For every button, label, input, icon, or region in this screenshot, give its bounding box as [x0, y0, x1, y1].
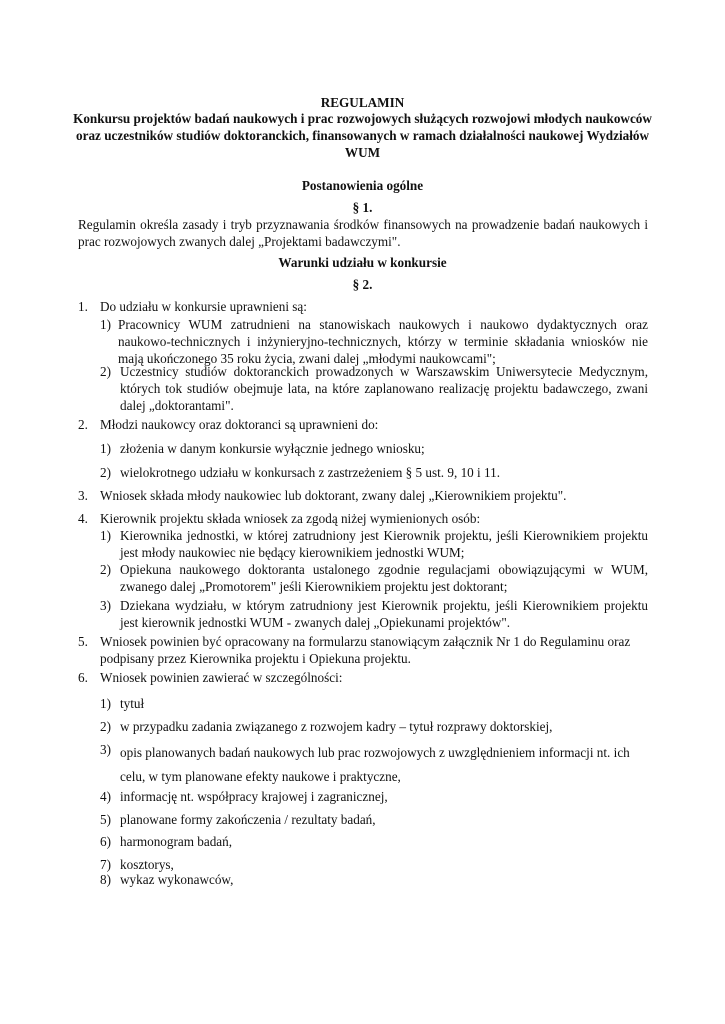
item-text: Wniosek powinien zawierać w szczególności: [100, 670, 343, 685]
paragraph-mark-1: § 1. [352, 200, 373, 215]
subitem-text: opis planowanych badań naukowych lub prac rozwojowych z uwzględnieniem informacji nt. ich celu, w tym planowane efekty naukowe i praktyczne, [120, 745, 630, 784]
item-number: 5. [78, 634, 88, 649]
section-heading-conditions: Warunki udziału w konkursie [278, 255, 447, 270]
document-subtitle: Konkursu projektów badań naukowych i prac rozwojowych służących rozwojowi młodych naukowców oraz uczestników studiów doktoranckich, finansowanych w ramach działalności naukowej Wydziałów WUM [73, 111, 652, 160]
subitem-number: 2) [100, 465, 111, 480]
section1-text: Regulamin określa zasady i tryb przyznawania środków finansowych na prowadzenie badań naukowych i prac rozwojowych zwanych dalej „Projektami badawczymi". [78, 217, 648, 249]
subitem-number: 4) [100, 789, 111, 804]
subitem-number: 2) [100, 364, 111, 379]
subitem-number: 3) [100, 598, 111, 613]
subitem-number: 1) [100, 528, 111, 543]
subitem-text: informację nt. współpracy krajowej i zagranicznej, [120, 789, 388, 804]
subitem-text: Kierownika jednostki, w której zatrudniony jest Kierownik projektu, jeśli Kierownikiem projektu jest młody naukowiec nie będący kierownikiem jednostki WUM; [120, 528, 648, 560]
subitem-number: 1) [100, 441, 111, 456]
item-number: 2. [78, 417, 88, 432]
item-number: 6. [78, 670, 88, 685]
section-heading-general: Postanowienia ogólne [301, 178, 424, 193]
subitem-text: harmonogram badań, [120, 834, 233, 849]
subitem-text: Pracownicy WUM zatrudnieni na stanowiskach naukowych i naukowo dydaktycznych oraz naukowo-technicznych i inżynieryjno-technicznych, którzy w terminie składania wniosków nie mają ukończonego 35 roku życia, zwani dalej „młodymi naukowcami"; [118, 317, 648, 366]
item-number: 4. [78, 511, 88, 526]
subitem-text: planowane formy zakończenia / rezultaty badań, [120, 812, 376, 827]
item-text: Kierownik projektu składa wniosek za zgodą niżej wymienionych osób: [100, 511, 481, 526]
item-number: 1. [78, 299, 88, 314]
paragraph-mark-2: § 2. [352, 277, 373, 292]
subitem-text: Opiekuna naukowego doktoranta ustalonego zgodnie regulacjami obowiązującymi w WUM, zwanego dalej „Promotorem" jeśli Kierownikiem projektu jest doktorant; [120, 562, 648, 594]
subitem-number: 2) [100, 719, 111, 734]
subitem-number: 8) [100, 872, 111, 887]
subitem-text: kosztorys, [120, 857, 174, 872]
item-number: 3. [78, 488, 88, 503]
subitem-text: wykaz wykonawców, [120, 872, 234, 887]
subitem-text: złożenia w danym konkursie wyłącznie jednego wniosku; [120, 441, 425, 456]
subitem-number: 7) [100, 857, 111, 872]
subitem-number: 2) [100, 562, 111, 577]
subitem-number: 6) [100, 834, 111, 849]
item-text: Młodzi naukowcy oraz doktoranci są uprawnieni do: [100, 417, 379, 432]
subitem-text: Dziekana wydziału, w którym zatrudniony jest Kierownik projektu, jeśli Kierownikiem projektu jest kierownik jednostki WUM - zwanych dalej „Opiekunami projektów". [120, 598, 648, 630]
subitem-number: 5) [100, 812, 111, 827]
subitem-text: wielokrotnego udziału w konkursach z zastrzeżeniem § 5 ust. 9, 10 i 11. [120, 465, 501, 480]
item-text: Wniosek składa młody naukowiec lub doktorant, zwany dalej „Kierownikiem projektu". [100, 488, 567, 503]
document-title: REGULAMIN [320, 95, 405, 110]
item-text: Wniosek powinien być opracowany na formularzu stanowiącym załącznik Nr 1 do Regulaminu oraz podpisany przez Kierownika projektu i Opiekuna projektu. [100, 634, 631, 666]
subitem-number: 1) [100, 696, 111, 711]
item-text: Do udziału w konkursie uprawnieni są: [100, 299, 307, 314]
subitem-number: 3) [100, 742, 111, 757]
subitem-number: 1) [100, 317, 111, 332]
subitem-text: tytuł [120, 696, 145, 711]
subitem-text: w przypadku zadania związanego z rozwojem kadry – tytuł rozprawy doktorskiej, [120, 719, 553, 734]
subitem-text: Uczestnicy studiów doktoranckich prowadzonych w Warszawskim Uniwersytecie Medycznym, których tok studiów obejmuje lata, na które zaplanowano realizację projektu badawczego, zwani dalej „doktorantami". [120, 364, 648, 413]
